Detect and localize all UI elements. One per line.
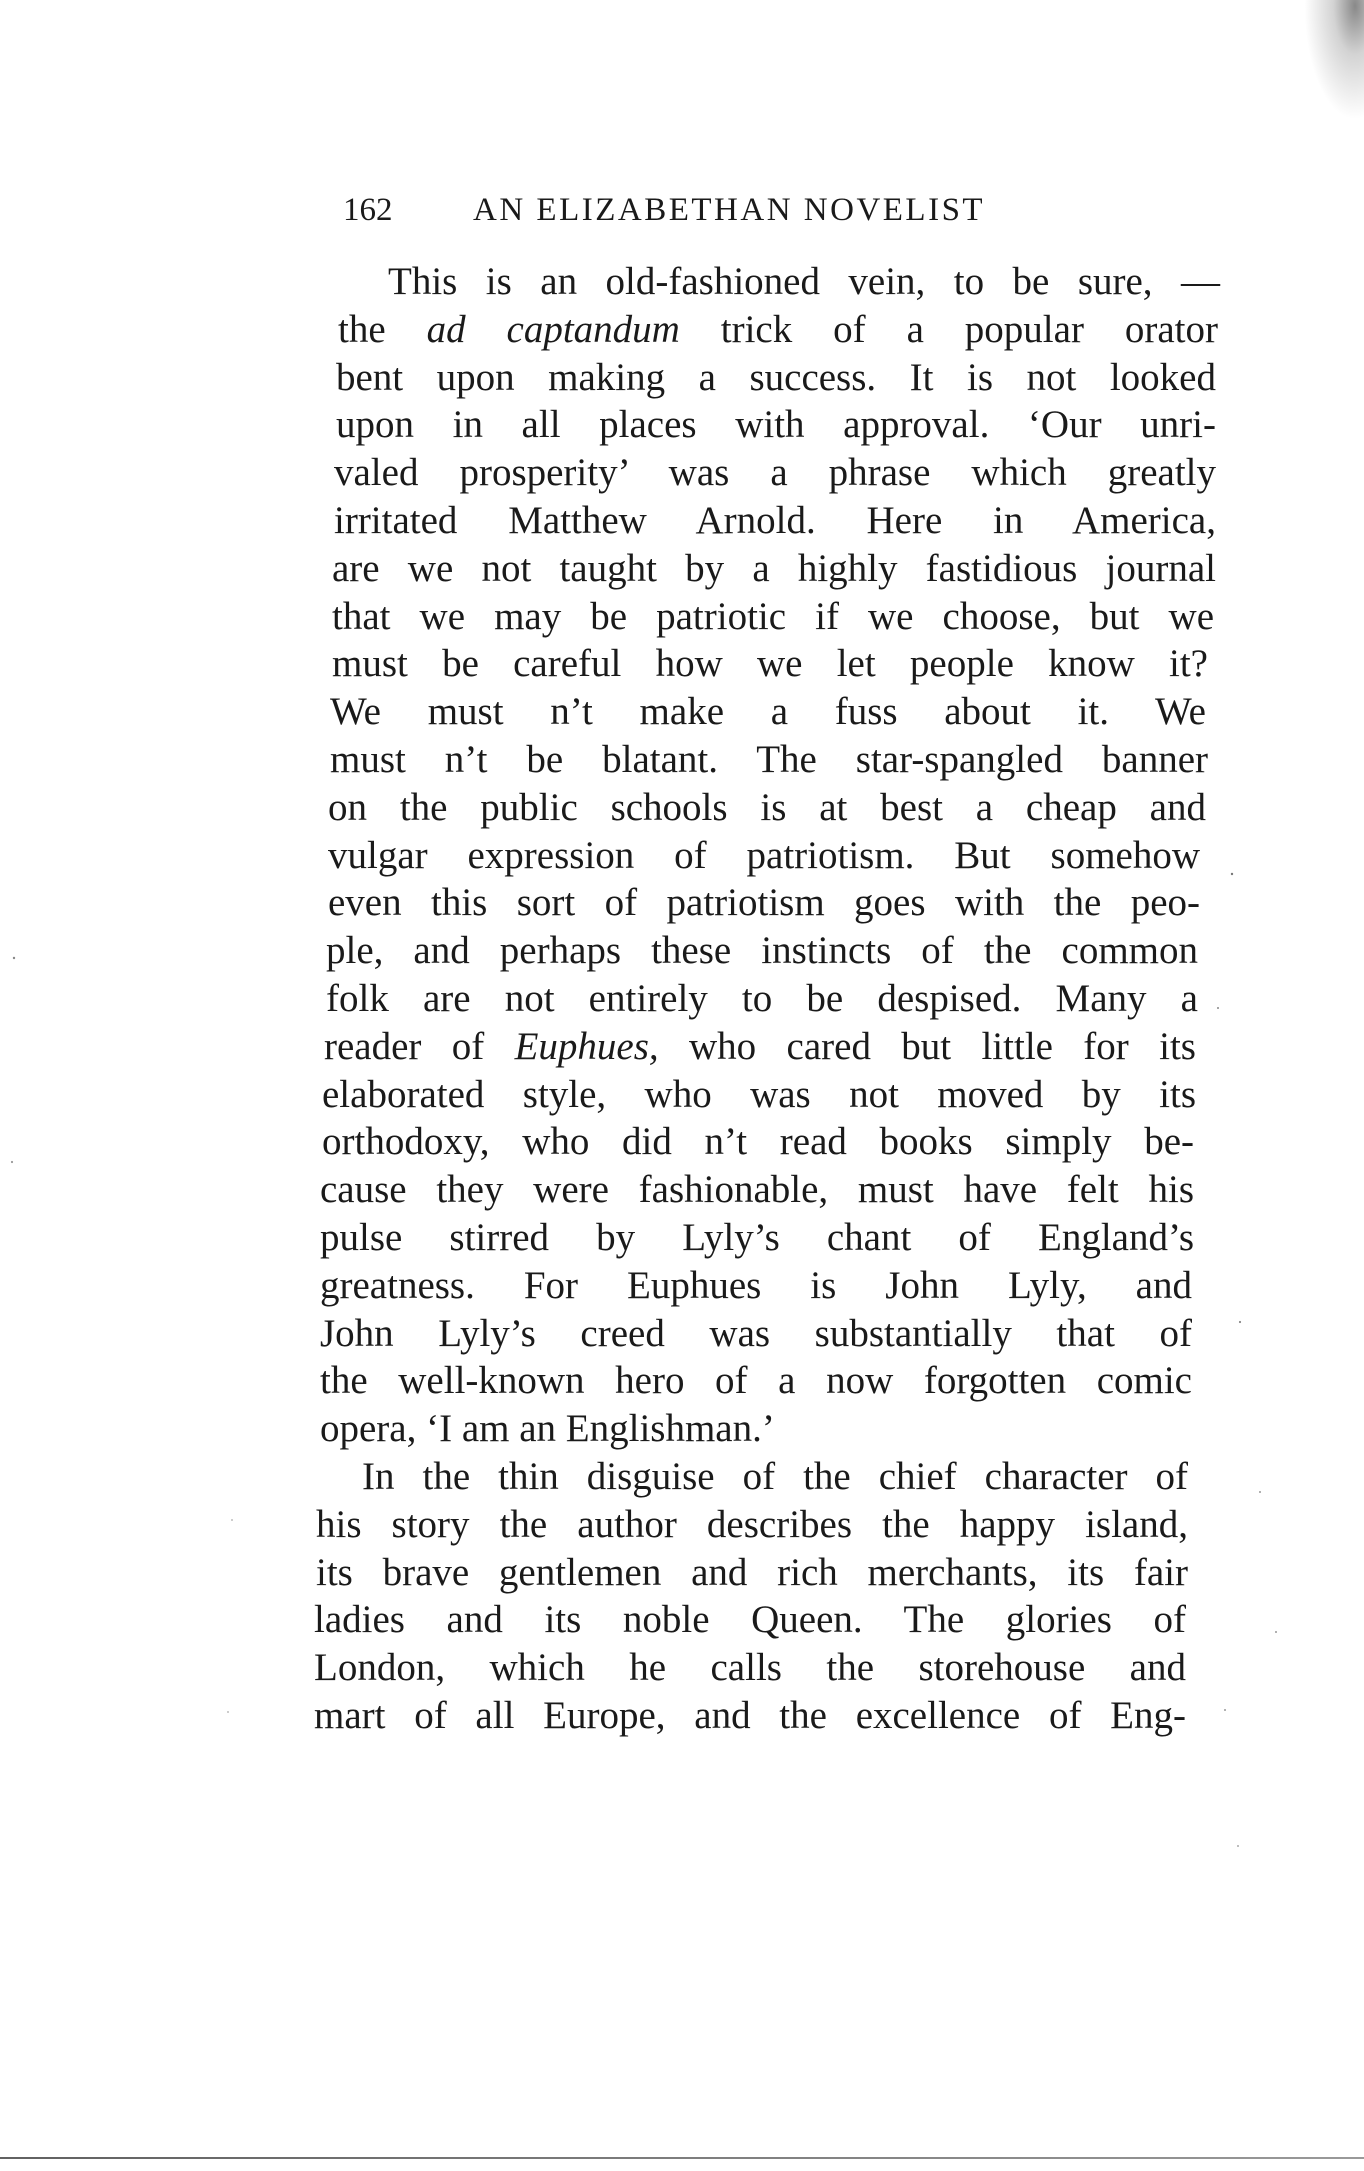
text-line [320, 1023, 1196, 1071]
text-line: opera, ‘I am an Englishman.’ [320, 1407, 775, 1451]
text-line: We must n’t make a fuss about it. We [330, 690, 1206, 734]
text-line: must be careful how we let people know it? [332, 642, 1208, 686]
text-line: vulgar expression of patriotism. But somehow [328, 833, 1200, 877]
page-header [343, 192, 1083, 240]
text-line: orthodoxy, who did n’t read books simply be- [322, 1120, 1194, 1164]
text-line: on the public schools is at best a cheap and [328, 785, 1206, 829]
text-line: folk are not entirely to be despised. Many a [326, 976, 1198, 1020]
text-line: must n’t be blatant. The star-spangled banner [330, 737, 1208, 781]
text-line: In the thin disguise of the chief character of [362, 1454, 1188, 1498]
scan-edge-line [0, 2157, 1364, 2159]
text-line: that we may be patriotic if we choose, but we [332, 594, 1214, 638]
italic-phrase: ad captandum [426, 307, 680, 351]
text-line: bent upon making a success. It is not looked [336, 355, 1216, 399]
text-segment: who cared but little for its [658, 1024, 1196, 1068]
text-line: the well-known hero of a now forgotten comic [320, 1359, 1192, 1403]
text-line: elaborated style, who was not moved by its [322, 1072, 1196, 1116]
text-line: mart of all Europe, and the excellence of Eng- [314, 1693, 1186, 1737]
text-line: its brave gentlemen and rich merchants, its fair [316, 1550, 1188, 1594]
text-line: ple, and perhaps these instincts of the common [326, 929, 1198, 973]
text-line: his story the author describes the happy island, [316, 1502, 1188, 1546]
text-line: ladies and its noble Queen. The glories of [314, 1598, 1186, 1642]
text-line: London, which he calls the storehouse and [314, 1646, 1186, 1690]
text-line [320, 306, 1218, 354]
text-line: are we not taught by a highly fastidious journal [332, 546, 1216, 590]
text-segment: trick of a popular orator [679, 307, 1218, 351]
paragraph-2 [314, 1453, 1220, 1740]
text-line: cause they were fashionable, must have felt his [320, 1168, 1194, 1212]
text-line: pulse stirred by Lyly’s chant of England’s [320, 1215, 1194, 1259]
italic-phrase: Euphues, [514, 1024, 659, 1068]
text-segment: the [338, 307, 427, 351]
text-line: upon in all places with approval. ‘Our unri- [336, 403, 1216, 447]
paragraph-1 [320, 258, 1220, 1453]
page-number: 162 [343, 192, 393, 228]
text-line: greatness. For Euphues is John Lyly, and [320, 1263, 1192, 1307]
text-line: This is an old-fashioned vein, to be sure, — [388, 260, 1220, 303]
text-line: even this sort of patriotism goes with the peo- [328, 881, 1200, 925]
text-line: valed prosperity’ was a phrase which greatly [334, 451, 1216, 495]
body-text [314, 258, 1220, 1740]
text-segment: reader of [324, 1024, 515, 1068]
text-line: irritated Matthew Arnold. Here in America, [334, 498, 1216, 542]
text-line: John Lyly’s creed was substantially that of [320, 1311, 1192, 1355]
running-head: AN ELIZABETHAN NOVELIST [473, 192, 986, 228]
